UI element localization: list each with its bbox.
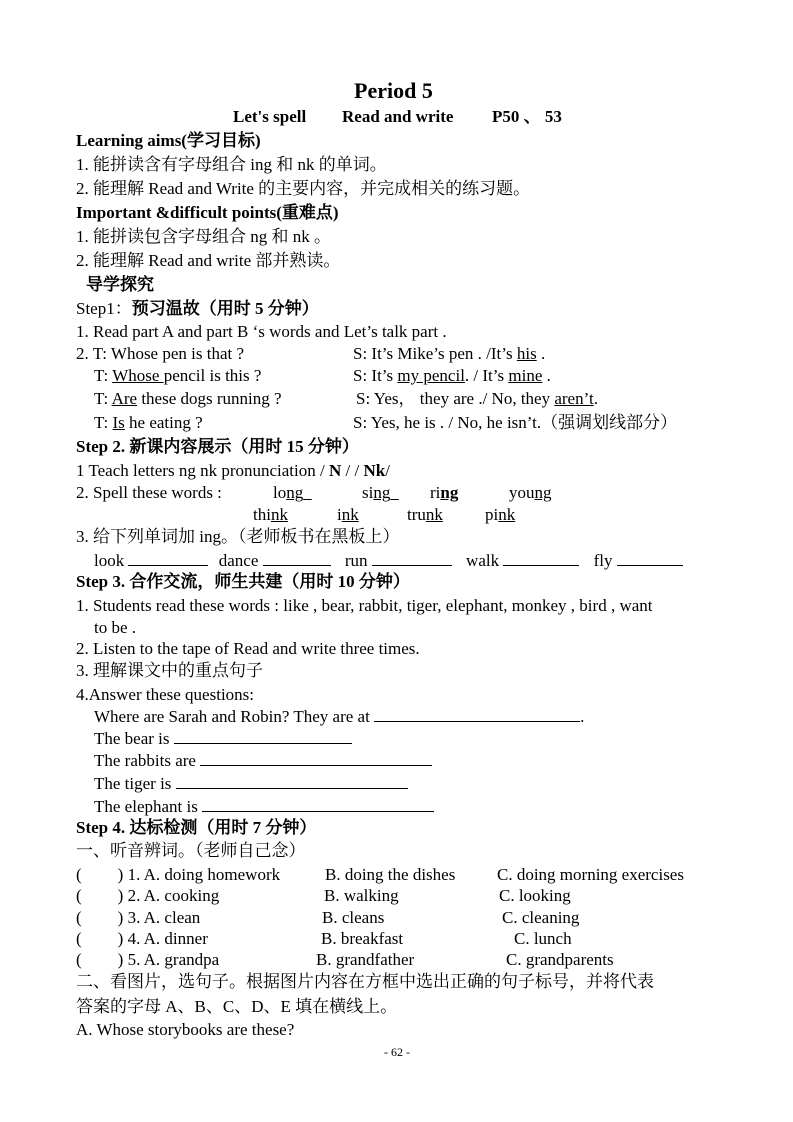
answer-blank[interactable] <box>128 549 208 566</box>
question <box>94 795 434 818</box>
question <box>94 727 352 750</box>
subtitle-lets-spell: Let's spell <box>233 107 307 126</box>
answer-blank[interactable] <box>174 727 352 744</box>
step3-line: 1. Students read these words : like , bear, rabbit, tiger, elephant, monkey , bird , want <box>76 596 653 615</box>
page-number: - 62 - <box>384 1045 410 1059</box>
dialog-s <box>353 365 551 387</box>
page-title: Period 5 <box>354 78 433 103</box>
dialog-underlined: mine <box>508 366 543 385</box>
option-a: ) 4. A. dinner <box>117 929 208 948</box>
spell-label: 2. Spell these words : <box>76 483 222 502</box>
points-item: 2. 能理解 Read and write 部并熟读。 <box>76 251 341 270</box>
word-ending: ng <box>440 483 459 502</box>
dialog-t <box>94 388 282 410</box>
answer-blank[interactable] <box>200 749 432 766</box>
dialog-s <box>356 388 598 410</box>
step4-heading: Step 4. 达标检测（用时 7 分钟） <box>76 818 317 837</box>
dialog-underlined: Is <box>112 413 125 432</box>
part2-heading-cont: 答案的字母 A、B、C、D、E 填在横线上。 <box>76 997 398 1016</box>
dialog-text: pencil is this ? <box>163 366 262 385</box>
dialog-text: . / It’s <box>464 366 509 385</box>
ing-word: fly <box>593 551 613 570</box>
option-a: ) 3. A. clean <box>117 908 201 927</box>
question-text: The rabbits are <box>94 751 196 770</box>
part2-heading: 二、看图片，选句子。根据图片内容在方框中选出正确的句子标号，并将代表 <box>76 972 654 991</box>
mc-row: ( ) 1. A. doing homework <box>76 865 281 884</box>
dialog-t: 2. T: Whose pen is that ? <box>76 344 245 363</box>
mc-row: ( ) 2. A. cooking <box>76 886 220 905</box>
option-a: ) 1. A. doing homework <box>117 865 281 884</box>
dialog-text: he eating ? <box>124 413 203 432</box>
word <box>362 482 399 504</box>
dialog-text: . <box>536 344 546 363</box>
step3-line: 4.Answer these questions: <box>76 685 255 704</box>
subtitle-pages: P50 、 53 <box>492 107 562 126</box>
dialog-underlined: Are <box>111 389 138 408</box>
mc-row: ( ) 3. A. clean <box>76 908 201 927</box>
word-ending: ng <box>373 483 391 502</box>
word <box>253 504 288 526</box>
dialog-s <box>353 343 545 365</box>
teach-text: 1 Teach letters ng nk pronunciation / <box>76 461 329 480</box>
option-sentence-a: A. Whose storybooks are these? <box>76 1020 295 1039</box>
ing-word: look <box>94 551 125 570</box>
dialog-t <box>94 412 203 434</box>
dialog-text: S: Yes， <box>356 389 416 408</box>
answer-blank[interactable] <box>176 772 408 789</box>
dialog-text: T: <box>94 366 113 385</box>
option-a: ) 2. A. cooking <box>117 886 220 905</box>
option-c: C. lunch <box>514 929 572 948</box>
option-b: B. walking <box>324 886 399 905</box>
teach-nk: Nk <box>363 461 386 480</box>
word <box>485 504 515 526</box>
word-stem: si <box>362 483 374 502</box>
dialog-text: these dogs running ? <box>137 389 282 408</box>
dialog-underlined: aren’t <box>554 389 594 408</box>
word <box>273 482 312 504</box>
option-b: B. doing the dishes <box>325 865 456 884</box>
option-a: ) 5. A. grandpa <box>117 950 220 969</box>
points-heading: Important &difficult points(重难点) <box>76 203 339 222</box>
option-c: C. grandparents <box>506 950 614 969</box>
word-ending: ng <box>534 483 552 502</box>
word-stem: tru <box>407 505 426 524</box>
answer-blank[interactable] <box>202 795 434 812</box>
option-c: C. looking <box>499 886 571 905</box>
word-stem: ri <box>430 483 441 502</box>
question-text: Where are Sarah and Robin? They are at <box>94 707 370 726</box>
answer-blank[interactable] <box>263 549 331 566</box>
step2-heading: Step 2. 新课内容展示（用时 15 分钟） <box>76 437 359 456</box>
answer-blank[interactable] <box>617 549 683 566</box>
teach-text: / <box>385 461 390 480</box>
step3-line: 2. Listen to the tape of Read and write three times. <box>76 639 420 658</box>
step3-line: to be . <box>94 618 137 637</box>
ing-words <box>94 549 683 572</box>
word <box>407 504 443 526</box>
option-c: C. cleaning <box>502 908 580 927</box>
dialog-s: S: Yes, he is . / No, he isn’t.（强调划线部分） <box>353 413 678 432</box>
question-text: The tiger is <box>94 774 172 793</box>
ing-word: dance <box>218 551 259 570</box>
word <box>337 504 359 526</box>
dialog-t <box>94 365 261 387</box>
option-b: B. grandfather <box>316 950 415 969</box>
answer-blank[interactable] <box>503 549 579 566</box>
ing-word: run <box>344 551 368 570</box>
word-stem: you <box>509 483 535 502</box>
ing-instruction: 3. 给下列单词加 ing。（老师板书在黑板上） <box>76 527 400 546</box>
question <box>94 749 432 772</box>
teach-text: / / <box>341 461 364 480</box>
question-text: The elephant is <box>94 797 198 816</box>
aims-heading: Learning aims(学习目标) <box>76 131 261 150</box>
points-item: 1. 能拼读包含字母组合 ng 和 nk 。 <box>76 227 331 246</box>
dialog-text: T: <box>94 389 112 408</box>
dialog-text: they are ./ No, they <box>419 389 555 408</box>
dialog-text: . <box>593 389 598 408</box>
step1-title: 预习温故（用时 5 分钟） <box>131 299 319 318</box>
part1-heading: 一、听音辨词。（老师自己念） <box>76 841 306 860</box>
word-ending: nk <box>270 505 288 524</box>
dialog-text: S: It’s <box>353 366 398 385</box>
word-ending: nk <box>425 505 443 524</box>
teach-n: N <box>328 461 342 480</box>
word-stem: thi <box>253 505 271 524</box>
option-c: C. doing morning exercises <box>497 865 684 884</box>
dialog-text: . <box>542 366 551 385</box>
word-stem: i <box>337 505 342 524</box>
answer-blank[interactable] <box>374 705 580 722</box>
word-stem: lo <box>273 483 287 502</box>
dialog-underlined: his <box>516 344 537 363</box>
mc-row: ( ) 5. A. grandpa <box>76 950 220 969</box>
step1-heading <box>76 298 319 320</box>
question-text: The bear is <box>94 729 170 748</box>
word-ending: ng <box>286 483 304 502</box>
word <box>509 482 552 504</box>
ing-word: walk <box>466 551 500 570</box>
word <box>430 482 458 504</box>
word-ending: nk <box>498 505 516 524</box>
word-ending: nk <box>341 505 359 524</box>
aims-item: 2. 能理解 Read and Write 的主要内容，并完成相关的练习题。 <box>76 179 531 198</box>
step1-line1: 1. Read part A and part B ‘s words and Let’s talk part . <box>76 322 447 341</box>
dialog-text: S: It’s Mike’s pen . /It’s <box>353 344 517 363</box>
teach-letters <box>76 460 390 482</box>
dialog-underlined: my pencil <box>397 366 465 385</box>
question <box>94 772 408 795</box>
subtitle-read-write: Read and write <box>342 107 454 126</box>
dialog-underlined: Whose <box>112 366 164 385</box>
answer-blank[interactable] <box>372 549 452 566</box>
guide-heading: 导学探究 <box>86 275 154 294</box>
option-b: B. cleans <box>322 908 385 927</box>
word-stem: pi <box>485 505 499 524</box>
step1-label: Step1： <box>76 299 132 318</box>
step3-heading: Step 3. 合作交流，师生共建（用时 10 分钟） <box>76 572 410 591</box>
dialog-text: T: <box>94 413 113 432</box>
step3-line: 3. 理解课文中的重点句子 <box>76 661 263 680</box>
aims-item: 1. 能拼读含有字母组合 ing 和 nk 的单词。 <box>76 155 387 174</box>
mc-row: ( ) 4. A. dinner <box>76 929 208 948</box>
option-b: B. breakfast <box>321 929 404 948</box>
question: Where are Sarah and Robin? They are at . <box>94 707 585 726</box>
